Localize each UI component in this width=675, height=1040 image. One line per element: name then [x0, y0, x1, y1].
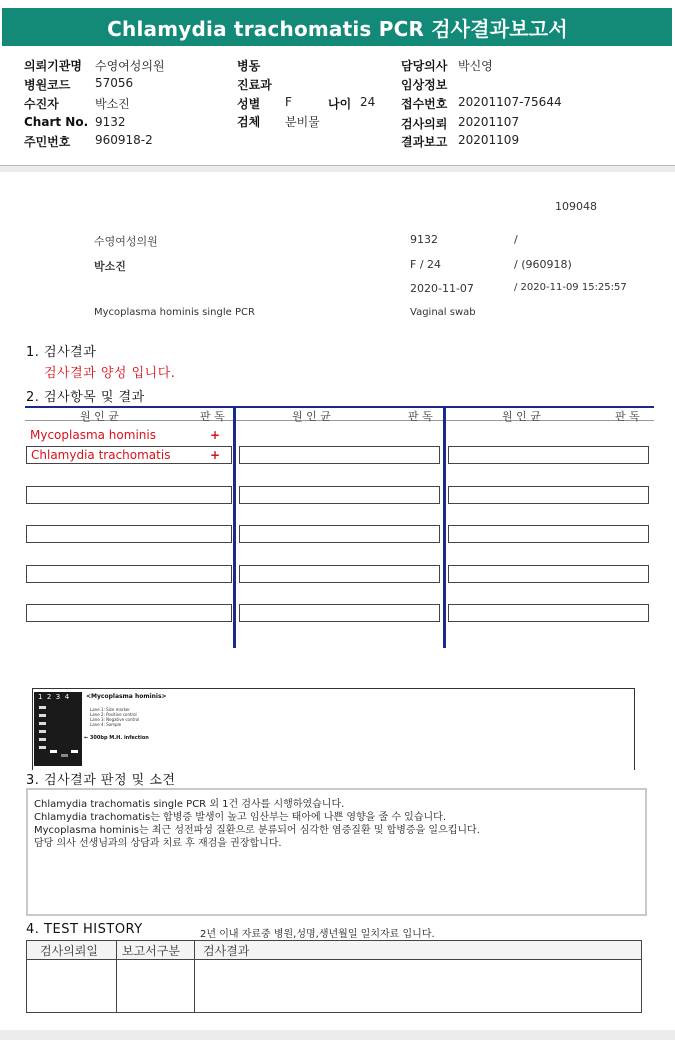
- gel-electrophoresis-image: [34, 692, 82, 766]
- sex-label: 성별: [237, 97, 261, 111]
- doctor-value: 박신영: [458, 59, 493, 73]
- receipt-no-label: 접수번호: [401, 97, 448, 111]
- history-col-divider-2: [194, 940, 195, 1013]
- finding-line-2: Chlamydia trachomatis는 합병증 발생이 높고 임산부는 태아에 나쁜 영향을 줄 수 있습니다.: [34, 812, 446, 823]
- section4-heading: 4. TEST HISTORY: [26, 922, 143, 937]
- patient-value: 박소진: [95, 97, 130, 111]
- title-bar: [0, 0, 675, 48]
- history-table-header: [26, 940, 642, 960]
- page-footer: [0, 1030, 675, 1040]
- chart-no-value: 9132: [95, 115, 126, 129]
- col-pathogen-2: 원 인 균: [292, 410, 331, 423]
- history-col-divider-1: [116, 940, 117, 1013]
- report-id: 109048: [555, 200, 597, 213]
- empty-cell: [26, 486, 232, 504]
- resident-no-value: 960918-2: [95, 133, 153, 147]
- empty-cell: [239, 525, 440, 543]
- report-sex-age: F / 24: [410, 258, 442, 271]
- receipt-no-value: 20201107-75644: [458, 95, 562, 109]
- empty-cell: [239, 565, 440, 583]
- report-chart-no: 9132: [410, 233, 438, 246]
- col-judgement-3: 판 독: [615, 410, 640, 423]
- result-summary: 검사결과 양성 입니다.: [44, 366, 176, 381]
- specimen-label: 검체: [237, 115, 261, 129]
- empty-cell: [448, 486, 649, 504]
- gel-lane2-legend: Lane 2: Positive control: [90, 712, 137, 717]
- pathogen-name: Mycoplasma hominis: [30, 428, 156, 442]
- hospital-code-label: 병원코드: [24, 78, 71, 92]
- report-date-label: 결과보고: [401, 135, 448, 149]
- col-judgement-1: 판 독: [200, 410, 225, 423]
- history-note: 2년 이내 자료중 병원,성명,생년월일 일치자료 입니다.: [200, 929, 435, 940]
- col-pathogen-1: 원 인 균: [80, 410, 119, 423]
- report-date-report: / 2020-11-09 15:25:57: [514, 282, 627, 293]
- sex-value: F: [285, 95, 292, 109]
- gel-lane-numbers: 1 2 3 4: [38, 693, 70, 701]
- empty-cell: [448, 446, 649, 464]
- report-date-request: 2020-11-07: [410, 282, 474, 295]
- pathogen-name: Chlamydia trachomatis: [31, 448, 171, 462]
- report-birth: / (960918): [514, 258, 572, 271]
- patient-label: 수진자: [24, 97, 59, 111]
- report-date-value: 20201109: [458, 133, 520, 147]
- gel-image-frame: [32, 688, 635, 770]
- history-col-report-type: 보고서구분: [122, 944, 180, 958]
- pathogen-result: +: [210, 428, 221, 442]
- section-divider: [0, 166, 675, 172]
- age-value: 24: [360, 95, 376, 109]
- empty-cell: [448, 604, 649, 622]
- resident-no-label: 주민번호: [24, 135, 71, 149]
- grid-top-line: [25, 406, 654, 408]
- ward-label: 병동: [237, 59, 261, 73]
- age-label: 나이: [328, 97, 352, 111]
- header-info: [0, 49, 675, 167]
- report-test-name: Mycoplasma hominis single PCR: [94, 307, 255, 318]
- hospital-code-value: 57056: [95, 76, 134, 90]
- empty-cell: [26, 525, 232, 543]
- gel-lane3-legend: Lane 3: Negative control: [90, 717, 140, 722]
- empty-cell: [448, 565, 649, 583]
- section1-heading: 1. 검사결과: [26, 345, 97, 360]
- finding-line-4: 담당 의사 선생님과의 상담과 치료 후 재검을 권장합니다.: [34, 838, 282, 849]
- doctor-label: 담당의사: [401, 59, 448, 73]
- grid-header-line: [25, 420, 654, 421]
- report-specimen-type: Vaginal swab: [410, 307, 476, 318]
- chart-no-label: Chart No.: [24, 115, 89, 129]
- request-date-value: 20201107: [458, 115, 520, 129]
- report-title: Chlamydia trachomatis PCR 검사결과보고서: [107, 17, 568, 41]
- gel-title: <Mycoplasma hominis>: [86, 693, 167, 700]
- gel-annotation: ← 300bp M.H. infection: [84, 735, 149, 741]
- empty-cell: [239, 446, 440, 464]
- finding-line-1: Chlamydia trachomatis single PCR 외 1건 검사를 시행하였습니다.: [34, 799, 345, 810]
- col-pathogen-3: 원 인 균: [502, 410, 541, 423]
- clinical-info-label: 임상정보: [401, 78, 448, 92]
- empty-cell: [26, 604, 232, 622]
- empty-cell: [26, 565, 232, 583]
- empty-cell: [239, 486, 440, 504]
- report-slash: /: [514, 233, 518, 246]
- institution-label: 의뢰기관명: [24, 59, 82, 73]
- request-date-label: 검사의뢰: [401, 117, 448, 131]
- section2-heading: 2. 검사항목 및 결과: [26, 390, 145, 405]
- history-col-result: 검사결과: [203, 944, 250, 958]
- institution-value: 수영여성의원: [95, 59, 165, 73]
- col-judgement-2: 판 독: [408, 410, 433, 423]
- history-col-request-date: 검사의뢰일: [40, 944, 98, 958]
- dept-label: 진료과: [237, 78, 272, 92]
- gel-lane1-legend: Lane 1: Size marker: [90, 707, 130, 712]
- gel-lane4-legend: Lane 4: Sample: [90, 722, 122, 727]
- report-patient: 박소진: [94, 260, 126, 273]
- pathogen-result: +: [210, 448, 221, 462]
- specimen-value: 분비물: [285, 115, 320, 129]
- finding-line-3: Mycoplasma hominis는 최근 성전파성 질환으로 분류되어 심각한 염증질환 및 합병증을 일으킵니다.: [34, 825, 480, 836]
- empty-cell: [239, 604, 440, 622]
- grid-separator-1: [233, 406, 236, 648]
- report-institution: 수영여성의원: [94, 235, 158, 248]
- empty-cell: [448, 525, 649, 543]
- grid-separator-2: [443, 406, 446, 648]
- section3-heading: 3. 검사결과 판정 및 소견: [26, 773, 176, 788]
